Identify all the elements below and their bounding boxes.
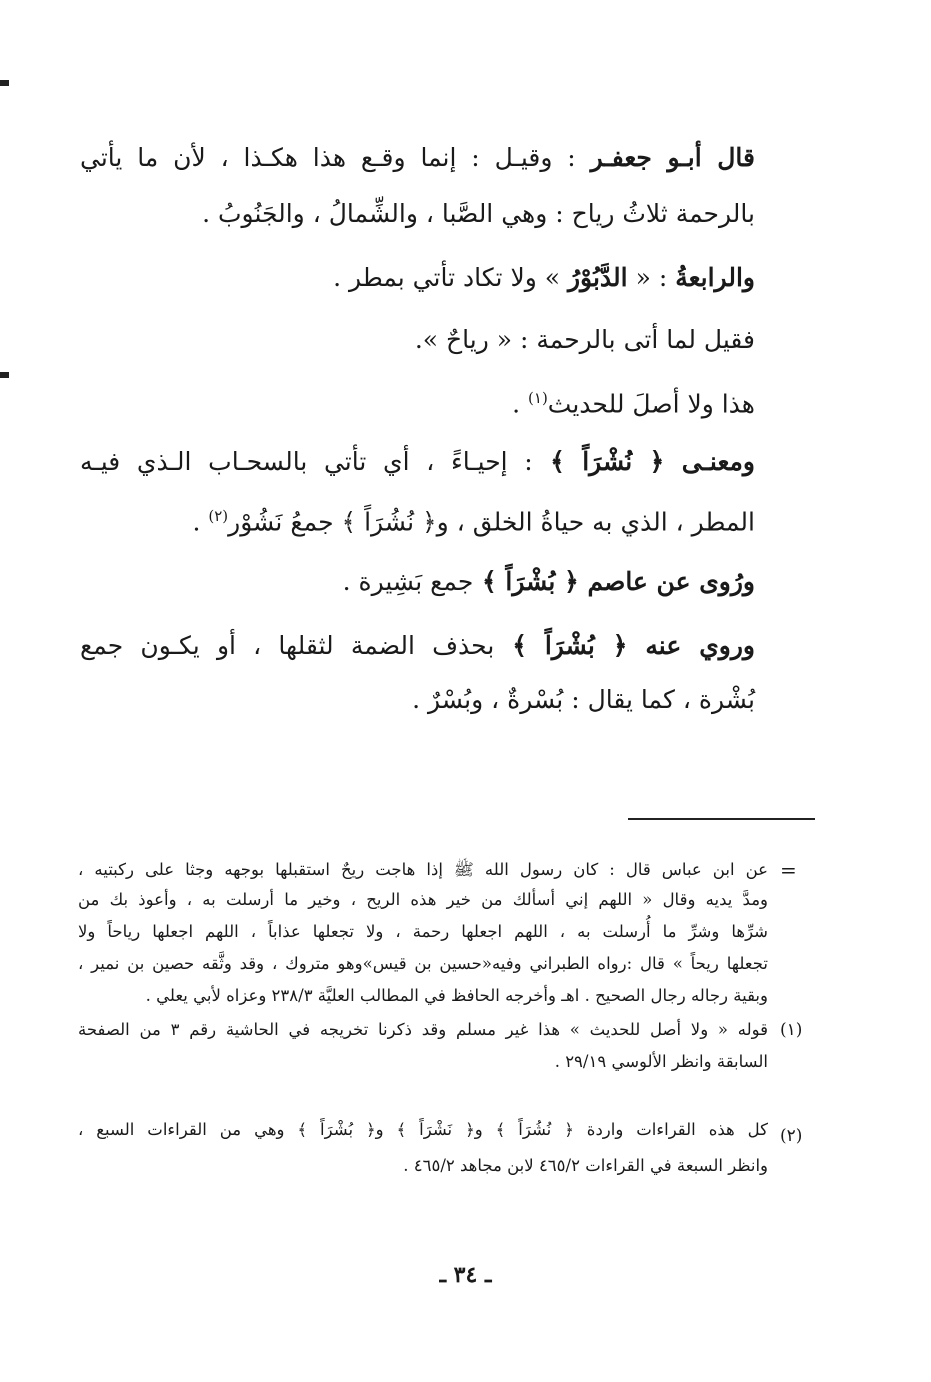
margin-mark-middle xyxy=(0,372,9,378)
para-5-line-1 xyxy=(80,442,755,482)
para-7-line-1 xyxy=(80,626,755,666)
footnote-2-line-1: كل هذه القراءات واردة ﴿ نُشُرَاً ﴾ و﴿ نَشْرَاً ﴾ و﴿ بُشْرَاً ﴾ وهي من القراءات السبع ، xyxy=(78,1120,768,1139)
footnote-cont-line-1: عن ابن عباس قال : كان رسول الله ﷺ إذا هاجت ريحٌ استقبلها بوجهه وجثا على ركبتيه ، xyxy=(78,860,768,879)
para-1-line-2: بالرحمة ثلاثُ رياح : وهي الصَّبا ، والشِّمالُ ، والجَنُوبُ . xyxy=(202,199,755,228)
footnote-ref-1[interactable]: (١) xyxy=(528,389,548,407)
para-5-line-2 xyxy=(192,496,755,542)
footnote-2-line-2: وانظر السبعة في القراءات ٤٦٥/٢ لابن مجاهد ٤٦٥/٢ . xyxy=(403,1156,768,1175)
para-7-head: وروي عنه xyxy=(645,631,755,660)
footnote-cont-line-4: تجعلها ريحاً » قال :رواه الطبراني وفيه«حسين بن قيس»وهو متروك ، وقد وثَّقه حصين بن نمير ، xyxy=(78,954,768,973)
footnote-1-line-1: قوله « ولا أصل للحديث » هذا غير مسلم وقد ذكرنا تخريجه في الحاشية رقم ٣ من الصفحة xyxy=(78,1020,769,1039)
footnote-separator xyxy=(628,818,815,820)
para-6-rest: جمع بَشِيرة . xyxy=(342,567,474,596)
para-5-quran-word: ﴿ نُشْرَاً ﴾ xyxy=(532,447,682,476)
para-2-quote-open: : « xyxy=(627,263,676,292)
footnote-cont-line-2: ومدَّ يديه وقال « اللهم إني أسألك من خير هذه الريح ، وخير ما أرسلت به ، وأعوذ بك من xyxy=(78,890,768,909)
para-5-head: ومعنـى xyxy=(681,447,755,476)
footnote-cont-line-3: شرِّها وشرِّ ما أُرسلت به ، اللهم اجعلها رحمة ، ولا تجعلها عذاباً ، اللهم اجعلها رياحاً ولا xyxy=(78,922,768,941)
para-6 xyxy=(343,562,755,602)
margin-mark-top xyxy=(0,80,9,86)
footnote-1-line-2: السابقة وانظر الألوسي ٢٩/١٩ . xyxy=(554,1052,768,1071)
para-1-line-1 xyxy=(80,138,755,178)
para-7-line-2: بُشْرة ، كما يقال : بُسْرةٌ ، وبُسْرٌ . xyxy=(412,685,755,714)
footnote-cont-line-5: وبقية رجاله رجال الصحيح . اهـ وأخرجه الحافظ في المطالب العليَّة ٢٣٨/٣ وعزاه لأبي يعلي . xyxy=(145,986,768,1005)
footnote-2-number: (٢) xyxy=(780,1126,803,1146)
para-4-end: . xyxy=(512,389,529,419)
footnote-ref-2[interactable]: (٢) xyxy=(208,507,229,525)
para-5-line-1-text: : إحيـاءً ، أي تأتي بالسحـاب الـذي فيـه xyxy=(80,447,533,476)
para-6-head: ورُوى عن عاصم xyxy=(587,567,755,596)
para-6-quran-word: ﴿ بُشْرَاً ﴾ xyxy=(473,567,588,596)
para-5-line-2-end: . xyxy=(192,507,209,537)
page-number: ـ ٣٤ ـ xyxy=(439,1262,492,1288)
para-5-line-2-text: المطر ، الذي به حياةُ الخلق ، و﴿ نُشُرَاً ﴾ جمعُ نَشُوْر xyxy=(228,507,755,537)
para-2 xyxy=(333,258,755,298)
para-2-rest: » ولا تكاد تأتي بمطر . xyxy=(333,263,568,292)
para-4 xyxy=(512,378,755,424)
para-7-quran-word: ﴿ بُشْرَاً ﴾ xyxy=(494,631,646,660)
speaker-name: قال أبـو جعفـر xyxy=(590,143,756,172)
footnote-1-number: (١) xyxy=(780,1020,803,1040)
footnote-continuation-mark: = xyxy=(780,858,797,882)
para-2-word: الدَّبُوْرُ xyxy=(567,263,628,292)
para-2-head: والرابعةُ xyxy=(675,263,755,292)
para-7-line-1-text: بحذف الضمة لثقلها ، أو يكـون جمع xyxy=(80,631,495,660)
para-3: فقيل لما أتى بالرحمة : « رياحٌ ». xyxy=(414,325,755,354)
para-1-line-1-text: : وقيـل : إنما وقـع هذا هكـذا ، لأن ما يأتي xyxy=(80,143,591,172)
para-4-text: هذا ولا أصلَ للحديث xyxy=(547,389,755,419)
